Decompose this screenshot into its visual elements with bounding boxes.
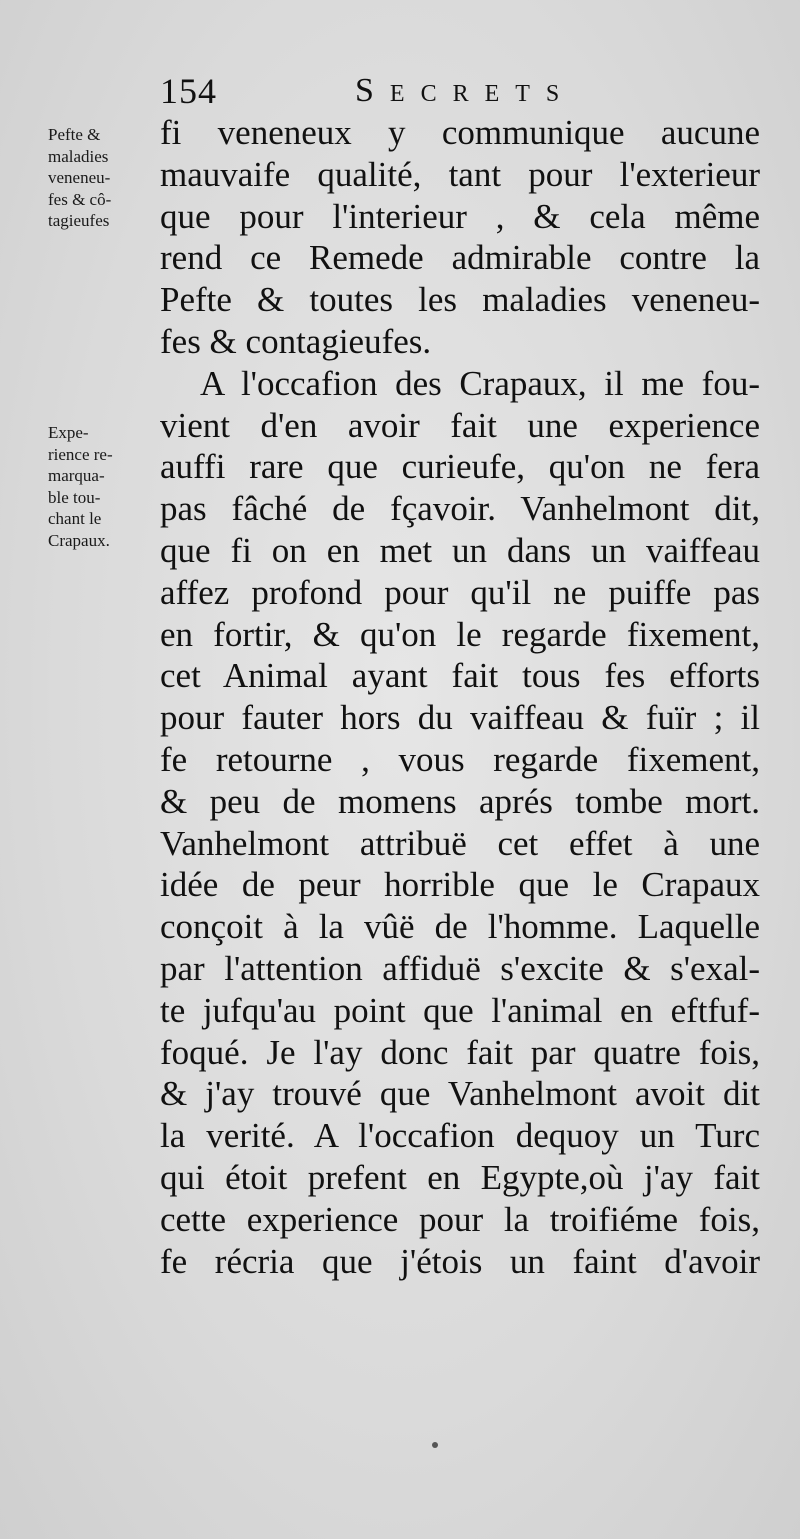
text-line: A l'occafion des Crapaux, il me fou-: [200, 363, 760, 403]
text-line: rend ce Remede admirable contre la: [160, 238, 760, 278]
text-line: fes & contagieufes.: [160, 321, 432, 361]
text-line: affez profond pour qu'il ne puiffe pas: [160, 572, 760, 612]
text-line: & j'ay trouvé que Vanhelmont avoit dit: [160, 1074, 760, 1114]
text-line: vient d'en avoir fait une experience: [160, 405, 760, 445]
running-title: Secrets: [355, 72, 576, 109]
text-line: cette experience pour la troifiéme fois,: [160, 1199, 760, 1239]
text-line: conçoit à la vûë de l'homme. Laquelle: [160, 907, 760, 947]
text-line: cet Animal ayant fait tous fes efforts: [160, 656, 760, 696]
margin-note-experience: [48, 422, 160, 551]
margin-note-peste: [48, 124, 160, 232]
margin-note-line: rience re-: [48, 444, 113, 464]
text-line: fi veneneux y communique aucune: [160, 113, 760, 152]
text-line: en fortir, & qu'on le regarde fixement,: [160, 614, 760, 654]
margin-note-line: marqua-: [48, 466, 105, 485]
text-line: fe récria que j'étois un faint d'avoir: [160, 1241, 760, 1281]
text-line: te jufqu'au point que l'animal en eftfuf-: [160, 990, 760, 1030]
text-line: mauvaife qualité, tant pour l'exterieur: [160, 154, 760, 194]
text-line: foqué. Je l'ay donc fait par quatre fois,: [160, 1032, 760, 1072]
text-line: qui étoit prefent en Egypte,où j'ay fait: [160, 1157, 760, 1197]
text-line: pour fauter hors du vaiffeau & fuïr ; il: [160, 698, 760, 738]
text-line: & peu de momens aprés tombe mort.: [160, 781, 760, 821]
margin-note-line: Pefte &: [48, 125, 101, 144]
text-line: Vanhelmont attribuë cet effet à une: [160, 823, 760, 863]
text-line: fe retourne , vous regarde fixement,: [160, 739, 760, 779]
margin-note-line: Expe-: [48, 423, 89, 442]
paper-speck: [432, 1442, 438, 1448]
text-line: que fi on en met un dans un vaiffeau: [160, 530, 760, 570]
margin-note-line: ble tou-: [48, 487, 101, 507]
margin-note-line: tagieufes: [48, 211, 110, 230]
text-line: la verité. A l'occafion dequoy un Turc: [160, 1116, 760, 1156]
margin-note-line: Crapaux.: [48, 530, 110, 550]
page-number: 154: [160, 71, 217, 111]
text-line: par l'attention affiduë s'excite & s'exal-: [160, 948, 760, 988]
margin-note-line: maladies: [48, 146, 109, 166]
text-line: pas fâché de fçavoir. Vanhelmont dit,: [160, 489, 760, 529]
text-line: que pour l'interieur , & cela même: [160, 196, 760, 236]
body-text: [160, 112, 760, 1282]
text-line: Pefte & toutes les maladies veneneu-: [160, 280, 760, 320]
text-line: auffi rare que curieufe, qu'on ne fera: [160, 447, 760, 487]
margin-note-line: veneneu-: [48, 168, 111, 187]
margin-note-line: fes & cô-: [48, 189, 112, 209]
text-line: idée de peur horrible que le Crapaux: [160, 865, 760, 905]
margin-note-line: chant le: [48, 509, 102, 528]
